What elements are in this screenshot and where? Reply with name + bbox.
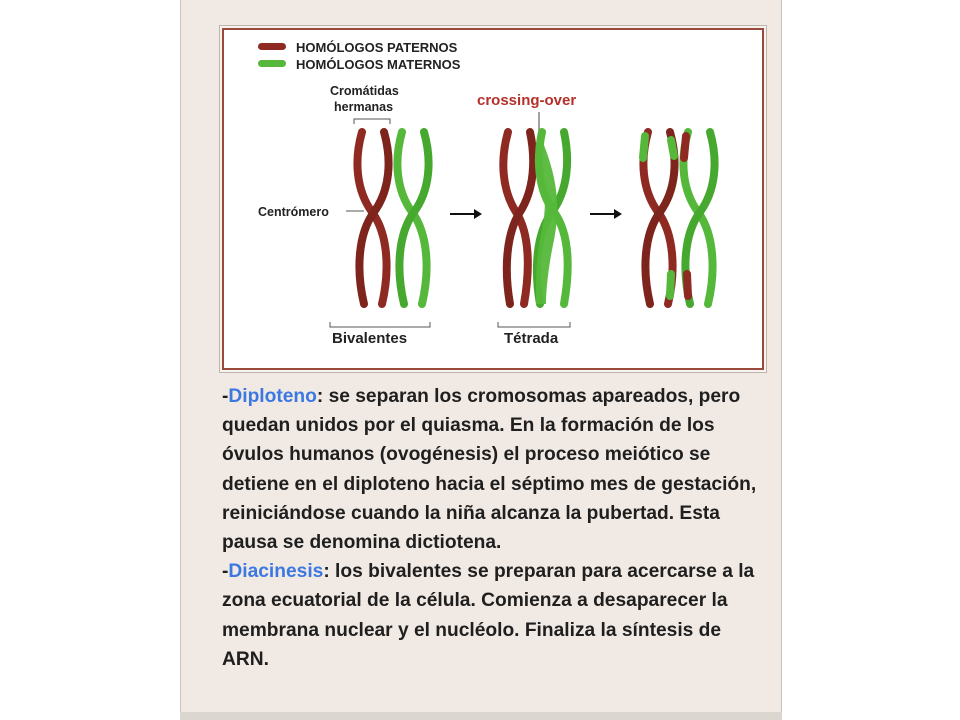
swapped-segment-2 (671, 140, 674, 156)
legend-maternal-label: HOMÓLOGOS MATERNOS (296, 57, 461, 72)
diploteno-description: : se separan los cromosomas apareados, pero quedan unidos por el quiasma. En la formación de los óvulos humanos (ovogénesis) el proceso meiótico se detiene en el diploteno hacia el séptimo mes de gestación, reiniciándose cuando la niña alcanza la pubertad. Esta pausa se denomina dictiotena. (222, 386, 757, 554)
tetrad-chromosomes (503, 132, 567, 304)
bivalents-label: Bivalentes (332, 330, 408, 347)
diacinesis-term: Diacinesis (228, 561, 324, 583)
bivalent-chromosomes (357, 132, 428, 304)
chromatids-label-line2: hermanas (334, 100, 394, 114)
crossing-over-label: crossing-over (477, 92, 577, 109)
diploteno-paragraph: -Diploteno: se separan los cromosomas apareados, pero quedan unidos por el quiasma. En la formación de los óvulos humanos (ovogénesis) el proceso meiótico se detiene en el diploteno hacia el séptimo mes de gestación, reiniciándose cuando la niña alcanza la pubertad. Esta pausa se denomina dictiotena. (222, 386, 757, 554)
legend (258, 40, 461, 72)
bivalents-bracket (330, 322, 430, 327)
tetrad-bracket (498, 322, 570, 327)
swapped-segment-3 (684, 136, 686, 158)
swapped-segment-1 (643, 136, 645, 158)
description-text (222, 382, 770, 674)
legend-paternal-label: HOMÓLOGOS PATERNOS (296, 40, 458, 55)
legend-paternal-swatch (258, 43, 286, 50)
diacinesis-paragraph: -Diacinesis: los bivalentes se preparan para acercarse a la zona ecuatorial de la célula. Comienza a desaparecer la membrana nuclear y el nucléolo. Finaliza la síntesis de ARN. (222, 561, 755, 670)
arrow-1 (450, 209, 482, 219)
meiosis-diagram (222, 28, 764, 370)
diagram-canvas (224, 30, 762, 368)
centromere-label: Centrómero (258, 205, 329, 219)
chromatids-label-line1: Cromátidas (330, 84, 399, 98)
chromatids-bracket (354, 119, 390, 124)
swapped-segment-5 (670, 274, 671, 296)
swapped-segment-4 (687, 274, 688, 296)
recombined-chromosomes (643, 132, 715, 304)
tetrad-label: Tétrada (504, 330, 559, 347)
arrow-2 (590, 209, 622, 219)
panel-bottom-edge (180, 712, 782, 720)
diploteno-term: Diploteno (228, 386, 317, 407)
legend-maternal-swatch (258, 60, 286, 67)
diacinesis-description: : los bivalentes se preparan para acercarse a la zona ecuatorial de la célula. Comienza a desaparecer la membrana nuclear y el nucléolo. Finaliza la síntesis de ARN. (222, 561, 755, 670)
